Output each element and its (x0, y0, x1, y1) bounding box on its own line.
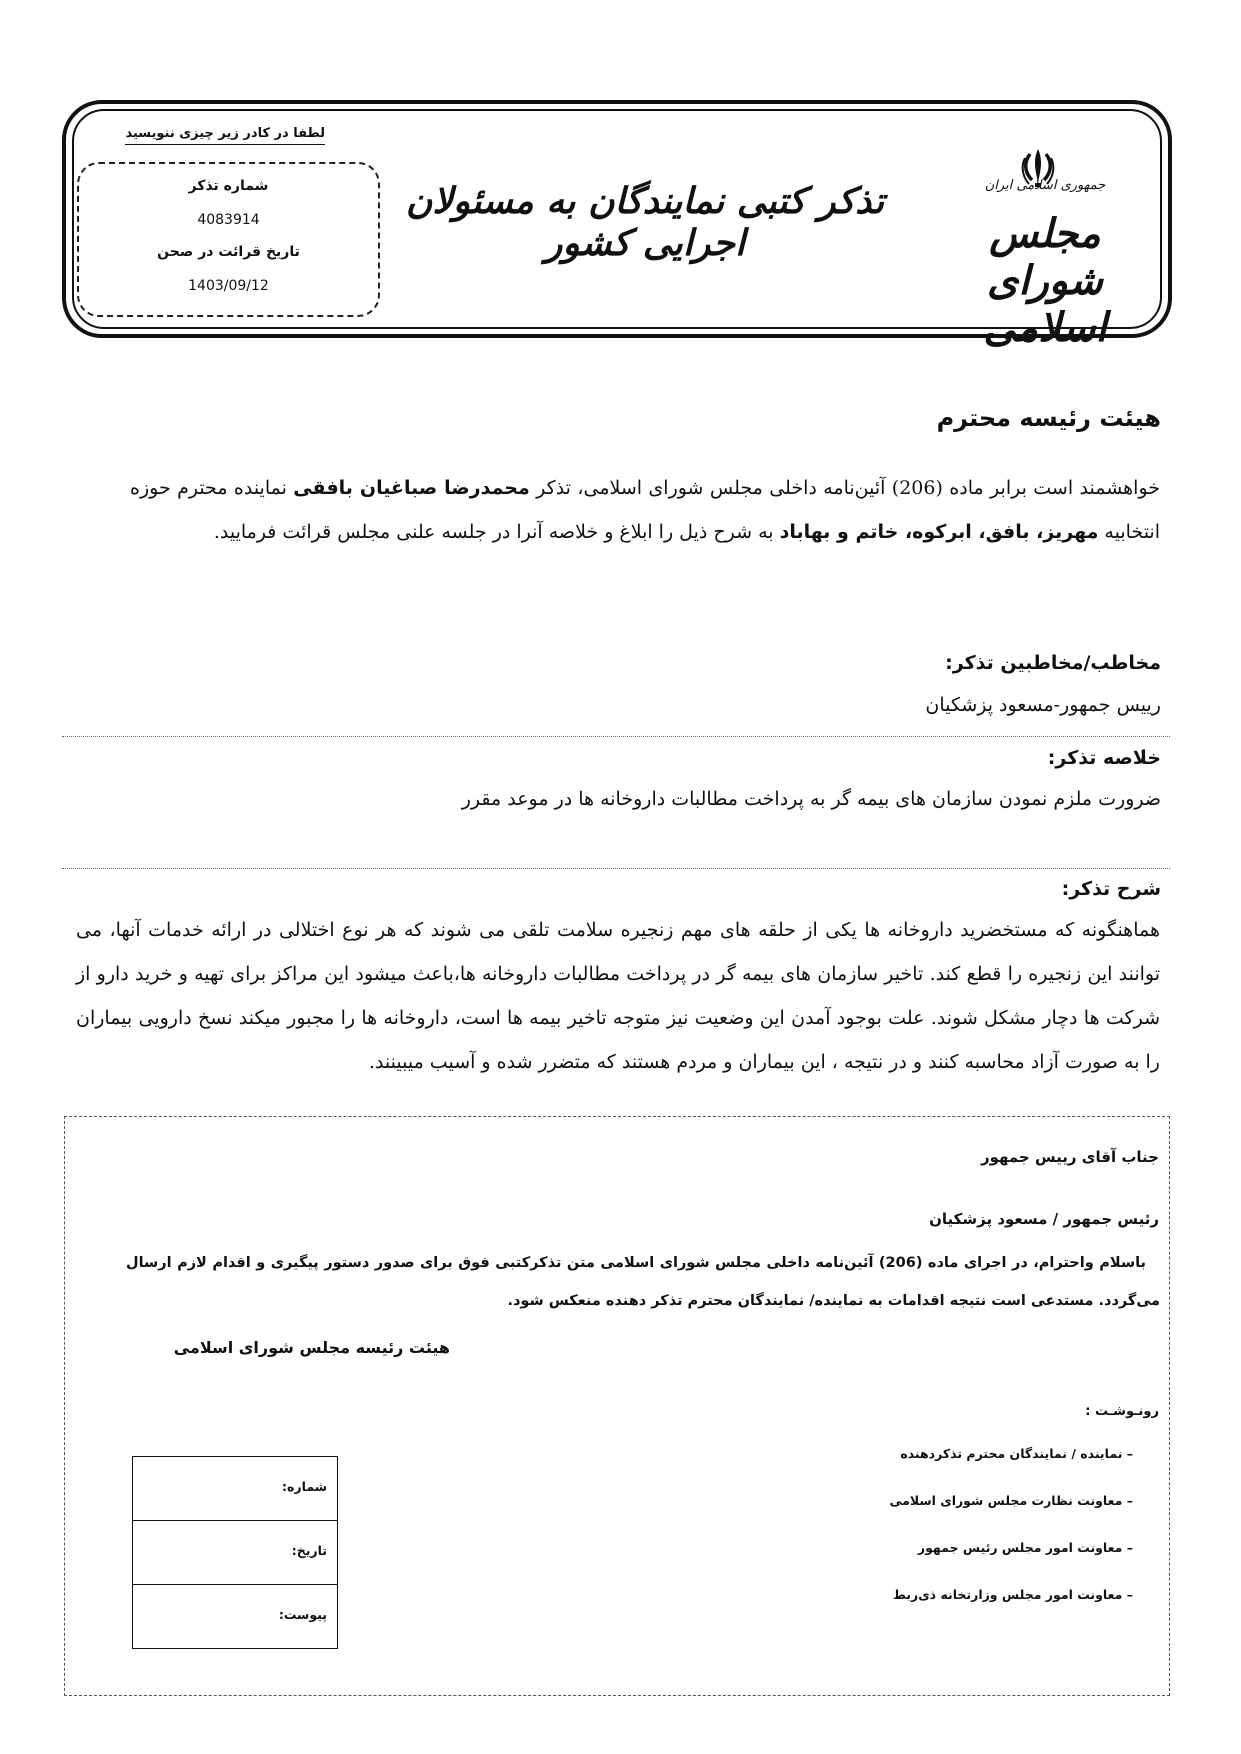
registration-date-cell (133, 1521, 337, 1585)
registration-date-label: تاریخ: (291, 1543, 327, 1558)
addressees-label: مخاطب/مخاطبین تذکر: (945, 652, 1161, 674)
constituency: مهریز، بافق، ابرکوه، خاتم و بهاباد (779, 521, 1099, 543)
reading-date: 1403/09/12 (188, 278, 269, 294)
reading-date-label: تاریخ قرائت در صحن (157, 244, 300, 260)
mp-name: محمدرضا صباغیان بافقی (293, 477, 530, 499)
cc-label: رونـوشـت : (1085, 1404, 1159, 1419)
memo-info-box (77, 162, 380, 317)
cc-item: – معاونت امور مجلس وزارتخانه ذی‌ربط (892, 1587, 1133, 1602)
summary-label: خلاصه تذکر: (1047, 747, 1161, 769)
registration-number-cell (133, 1457, 337, 1521)
referral-recipient: جناب آقای رییس جمهور (980, 1148, 1159, 1166)
cc-item: – نماینده / نمایندگان محترم تذکردهنده (900, 1446, 1133, 1461)
intro-text-2: نماینده محترم حوزه انتخابیه (130, 477, 1160, 543)
salutation: هیئت رئیسه محترم (936, 404, 1161, 432)
intro-paragraph (130, 466, 1160, 554)
registration-table (132, 1456, 338, 1649)
registration-attachment-cell (133, 1585, 337, 1649)
description-paragraph: هماهنگونه که مستخضرید داروخانه ها یکی از حلقه های مهم زنجیره سلامت تلقی می شوند که هر نوع اختلالی در ارائه خدمات آنها، می توانند این زنجیره را قطع کند. تاخیر سازمان های بیمه گر در پرداخت مطالبات داروخانه ها،باعث میشود این مراکز برای تهیه و خرید دارو از شرکت ها دچار مشکل شوند. علت بوجود آمدن این وضعیت نیز متوجه تاخیر بیمه ها است، داروخانه ها را مجبور میکند نسخ دارویی بیماران را به صورت آزاد محاسبه کنند و در نتیجه ، این بیماران و مردم هستند که متضرر شده و آسیب میبینند. (76, 919, 1160, 1073)
parliament-logo-text: مجلس شورای اسلامی (983, 210, 1107, 351)
memo-number: 4083914 (197, 212, 260, 228)
description-label: شرح تذکر: (1061, 878, 1161, 900)
intro-text-3: به شرح ذیل را ابلاغ و خلاصه آنرا در جلسه علنی مجلس قرائت فرمایید. (213, 521, 780, 543)
referral-signature: هیئت رئیسه مجلس شورای اسلامی (173, 1338, 450, 1357)
referral-text: باسلام واحترام، در اجرای ماده (206) آئین‌نامه داخلی مجلس شورای اسلامی متن تذکرکتبی فوق برای صدور دستور پیگیری و اقدام لازم ارسال می‌گردد. مستدعی است نتیجه اقدامات به نماینده/ نمایندگان محترم تذکر دهنده منعکس شود. (126, 1255, 1160, 1309)
cc-item: – معاونت امور مجلس رئیس جمهور (917, 1540, 1133, 1555)
cc-item: – معاونت نظارت مجلس شورای اسلامی (889, 1493, 1133, 1508)
document-title: تذکر کتبی نمایندگان به مسئولان اجرایی کشور (405, 180, 885, 264)
section-divider (62, 868, 1170, 869)
registration-attachment-label: پیوست: (278, 1607, 327, 1622)
summary-value: ضرورت ملزم نمودن سازمان های بیمه گر به پرداخت مطالبات داروخانه ها در موعد مقرر (461, 788, 1161, 810)
section-divider (62, 736, 1170, 737)
do-not-write-notice: لطفا در کادر زیر چیزی ننویسید (125, 126, 325, 145)
logo-subtitle: جمهوری اسلامی ایران (984, 178, 1106, 193)
intro-text-1: خواهشمند است برابر ماده (206) آئین‌نامه داخلی مجلس شورای اسلامی، تذکر (529, 477, 1161, 499)
referral-recipient-title: رئیس جمهور / مسعود پزشکیان (929, 1210, 1159, 1228)
addressees-value: رییس جمهور-مسعود پزشکیان (925, 694, 1161, 716)
memo-number-label: شماره تذکر (188, 178, 269, 194)
registration-number-label: شماره: (282, 1479, 327, 1494)
